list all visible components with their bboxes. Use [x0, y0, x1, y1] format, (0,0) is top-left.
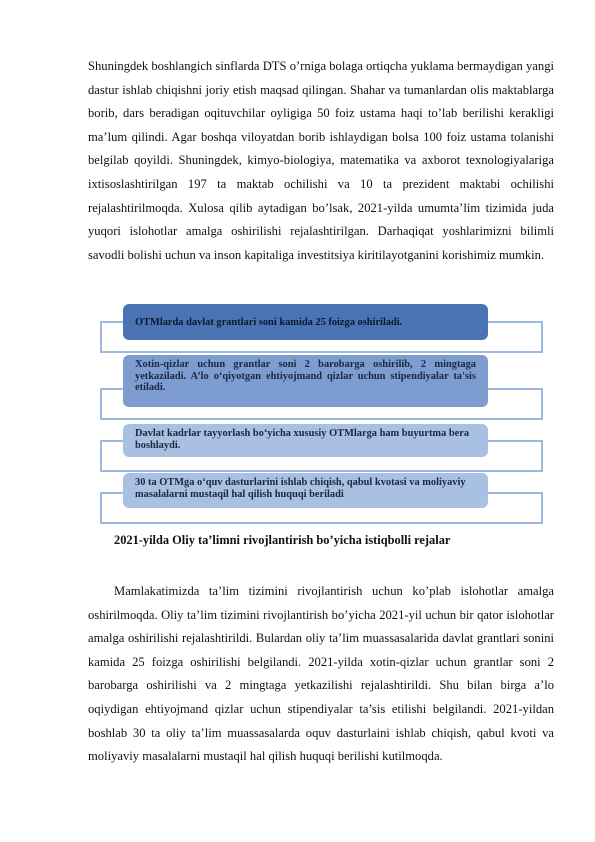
section-heading: 2021-yilda Oliy ta’limni rivojlantirish bo’yicha istiqbolli rejalar: [114, 533, 451, 547]
diagram-item-women-grants: [123, 355, 488, 407]
diagram-item-text: Davlat kadrlar tayyorlash bo‘yicha xususiy OTMlarga ham buyurtma bera boshlaydi.: [135, 428, 470, 451]
body-paragraph: Mamlakatimizda ta’lim tizimini rivojlantirish uchun ko’plab islohotlar amalga oshirilmoqda. Oliy ta’lim tizimini rivojlantirish bo’yicha 2021-yil uchun bir qator islohotlar amalga oshirilishi rejalashtirildi. Bulardan oliy ta’lim muassasalarida davlat grantlari sonini kamida 25 foizga oshirilishi belgilandi. 2021-yilda xotin-qizlar uchun grantlar soni 2 barobarga oshirilishi va 2 mingtaga yetkazilishi rejalashtirildi. Shu bilan birga a’lo oqiydigan ehtiyojmand qizlar uchun stipendiyalar ta’sis etilishi belgilandi. 2021-yildan boshlab 30 ta oliy ta’lim muassasalarda oquv dasturlaini ishlab chiqish, qabul kvoti va moliyaviy masalalarni mustaqil hal qilish huquqi berilishi kutilmoqda.: [88, 584, 554, 764]
diagram-item-autonomy: [123, 473, 488, 508]
reforms-diagram: [100, 300, 543, 526]
diagram-item-text: 30 ta OTMga o‘quv dasturlarini ishlab chiqish, qabul kvotasi va moliyaviy masalalarni mustaqil hal qilish huquqi beriladi: [135, 477, 466, 500]
intro-paragraph: Shuningdek boshlangich sinflarda DTS o’rniga bolaga ortiqcha yuklama bermaydigan yangi dastur ishlab chiqishni joriy etish maqsad qilingan. Shahar va tumanlardan olis maktablarga borib, dars beradigan oqituvchilar oyligiga 50 foiz ustama haqi to’lab berilishi kerakligi ma’lum qilindi. Agar boshqa viloyatdan borib ishlaydigan bolsa 100 foiz ustama tolanishi belgilab qoyildi. Shuningdek, kimyo-biologiya, matematika va axborot texnologiyalariga ixtisoslashtirilgan 197 ta maktab ochilishi va 10 ta prezident maktabi ochilishi rejalashtirilmoqda. Xulosa qilib aytadigan bo’lsak, 2021-yilda umumta’lim tizimida juda yuqori islohotlar amalga oshirilishi rejalashtirilgan. Darhaqiqat yoshlarimizni bilimli savodli bolishi uchun va inson kapitaliga investitsiya kiritilayotganini korishimiz mumkin.: [88, 59, 554, 262]
diagram-item-grants: [123, 304, 488, 340]
diagram-item-text: OTMlarda davlat grantlari soni kamida 25 foizga oshiriladi.: [135, 317, 403, 328]
diagram-item-private-universities: [123, 424, 488, 457]
diagram-item-text: Xotin-qizlar uchun grantlar soni 2 barobarga oshirilib, 2 mingtaga yetkaziladi. A’lo o‘qiyotgan ehtiyojmand qizlar uchun stipendiyalar ta'sis etiladi.: [135, 359, 476, 393]
